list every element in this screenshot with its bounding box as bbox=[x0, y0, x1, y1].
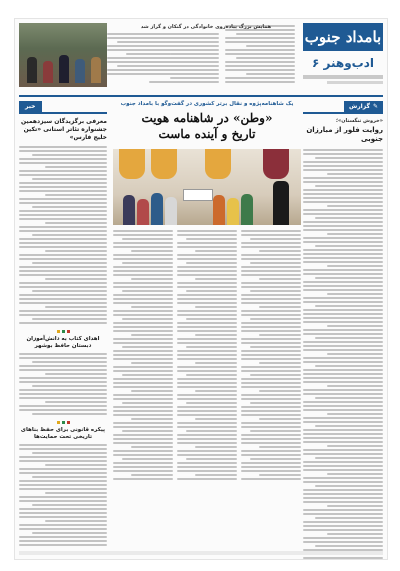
report-section-bar bbox=[303, 101, 383, 114]
news-section-bar bbox=[19, 101, 107, 114]
report-section-tag bbox=[344, 101, 383, 112]
feature-photo bbox=[113, 149, 301, 225]
brand-logo: بامداد جنوب bbox=[303, 23, 383, 51]
news-item-2-body bbox=[19, 353, 107, 415]
masthead bbox=[303, 23, 383, 91]
news-headline: معرفی برگزیدگان سیزدهمین جشنواره تئاتر استانی «تکین خلیج فارس» bbox=[21, 118, 107, 141]
top-divider-rule bbox=[19, 95, 383, 97]
report-body bbox=[303, 149, 383, 560]
news-divider-2 bbox=[19, 421, 107, 424]
report-section-label: گزارش bbox=[348, 103, 370, 110]
issue-meta-2 bbox=[327, 81, 383, 84]
top-story-photo bbox=[19, 23, 107, 87]
feature-body bbox=[113, 230, 301, 482]
report-icon: ✎ bbox=[372, 103, 378, 110]
news-item-3-headline: پیکره قانونی برای حفظ بناهای تاریخی تحت حمایت‌ها bbox=[20, 427, 106, 440]
report-headline: روایت فلور از مبارزان جنوبی bbox=[306, 126, 383, 143]
news-column bbox=[19, 101, 107, 548]
feature-headline-2: تاریخ و آینده ماست bbox=[158, 127, 256, 141]
top-column-right bbox=[225, 25, 295, 85]
news-item-2-headline: اهدای کتاب به دانش‌آموزان دبستان حافظ بوشهر bbox=[26, 336, 100, 349]
top-story-headline: همایش بزرگ پیاده‌روی خانوادگی در گنکان و گراز شد bbox=[140, 24, 272, 30]
news-body bbox=[19, 146, 107, 324]
issue-meta bbox=[303, 75, 383, 79]
news-item-3-body bbox=[19, 444, 107, 546]
top-column-left bbox=[107, 33, 171, 77]
issue-title: ادب‌وهنر ۶ bbox=[312, 56, 374, 70]
news-divider-1 bbox=[19, 330, 107, 333]
top-strip bbox=[15, 19, 387, 95]
feature-headline-1: «وطن» در شاهنامه هویت bbox=[141, 111, 273, 125]
report-kicker: «خروش تنگستان»؛ bbox=[335, 118, 383, 124]
feature-kicker: یک شاهنامه‌پژوه و نقال برتر کشوری در گفت‌وگو با بامداد جنوب bbox=[120, 101, 294, 107]
news-section-tag: خبر bbox=[19, 101, 42, 112]
report-column bbox=[303, 101, 383, 560]
feature-article bbox=[113, 101, 301, 482]
newspaper-page bbox=[14, 18, 388, 560]
page-footer-bar bbox=[19, 551, 383, 555]
